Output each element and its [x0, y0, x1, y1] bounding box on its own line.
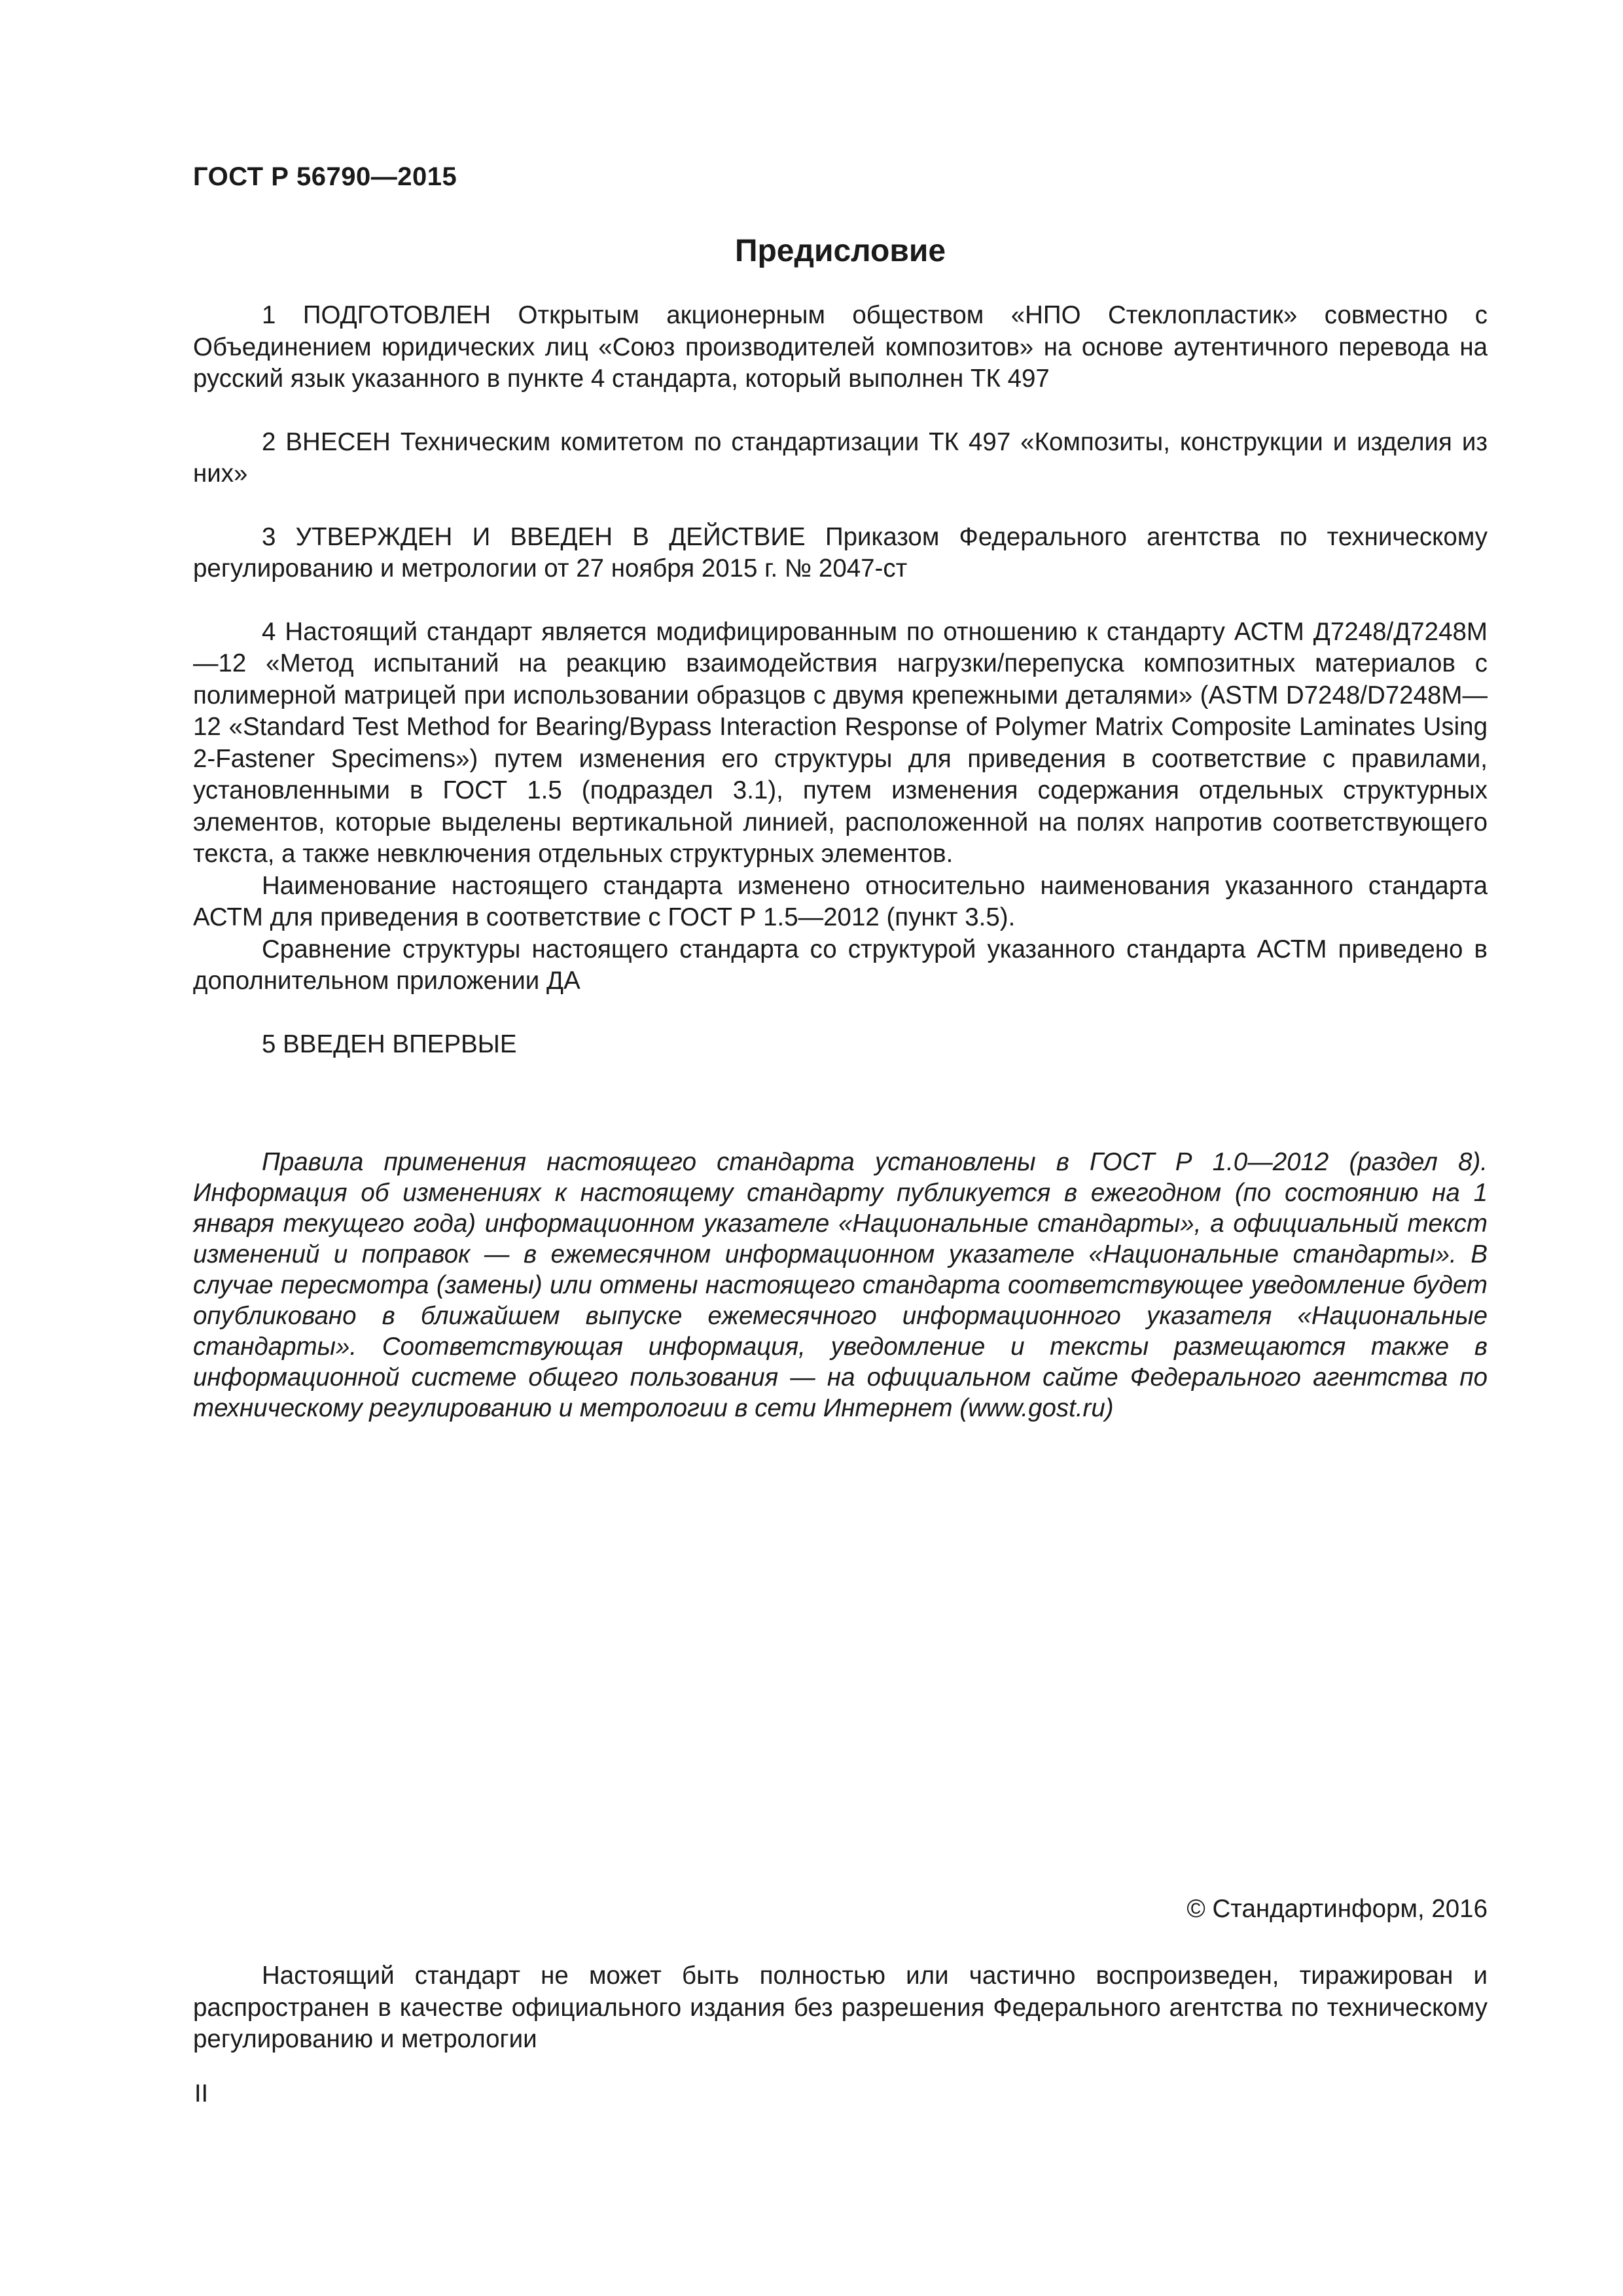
item-text: Настоящий стандарт является модифицированным по отношению к стандарту АСТМ Д7248/Д7248М—12 «Метод испытаний на реакцию взаимодействия нагрузки/перепуска композитных материалов с полимерной матрицей при использовании образцов с двумя крепежными деталями» (ASTM D7248/D7248M—12 «Standard Test Method for Bearing/Bypass Interaction Response of Polymer Matrix Composite Laminates Using 2-Fastener Specimens») путем изменения его структуры для приведения в соответствие с правилами, установленными в ГОСТ 1.5 (подраздел 3.1), путем изменения содержания отдельных структурных элементов, которые выделены вертикальной линией, расположенной на полях напротив соответствующего текста, а также невключения отдельных структурных элементов.: [193, 617, 1488, 868]
page-number: II: [194, 2080, 209, 2108]
page-title: Предисловие: [734, 234, 946, 268]
preface-item-paragraph: [193, 300, 1488, 395]
item-number: 2: [262, 427, 276, 456]
item-number: 4: [262, 617, 276, 646]
item-lead: ВНЕСЕН: [285, 427, 391, 456]
preface-body: [193, 300, 1488, 1060]
item-number: 3: [262, 522, 276, 551]
preface-item-5: [193, 1029, 1488, 1061]
item-lead: УТВЕРЖДЕН И ВВЕДЕН В ДЕЙСТВИЕ: [295, 522, 806, 551]
item-lead: ПОДГОТОВЛЕН: [302, 301, 491, 329]
preface-item-paragraph: [193, 1029, 1488, 1061]
item-number: 1: [262, 301, 276, 329]
item-number: 5: [262, 1030, 276, 1058]
item-text: Открытым акционерным обществом «НПО Стеклопластик» совместно с Объединением юридических лиц «Союз производителей композитов» на основе аутентичного перевода на русский язык указанного в пункте 4 стандарта, который выполнен ТК 497: [193, 301, 1488, 393]
item-text: Техническим комитетом по стандартизации ТК 497 «Композиты, конструкции и изделия из них»: [193, 427, 1488, 488]
preface-item-paragraph: [193, 522, 1488, 585]
reproduction-notice: Настоящий стандарт не может быть полностью или частично воспроизведен, тиражирован и распространен в качестве официального издания без разрешения Федерального агентства по техническому регулированию и метрологии: [193, 1962, 1488, 2053]
item-text: Приказом Федерального агентства по техническому регулированию и метрологии от 27 ноября 2015 г. № 2047-ст: [193, 522, 1488, 583]
preface-item-1: [193, 300, 1488, 395]
preface-item-2: [193, 427, 1488, 490]
preface-item-subparagraph: Сравнение структуры настоящего стандарта со структурой указанного стандарта АСТМ приведено в дополнительном приложении ДА: [193, 935, 1488, 995]
preface-item-4: [193, 617, 1488, 997]
preface-item-paragraph: [193, 617, 1488, 870]
preface-item-subparagraph: Наименование настоящего стандарта изменено относительно наименования указанного стандарта АСТМ для приведения в соответствие с ГОСТ Р 1.5—2012 (пункт 3.5).: [193, 871, 1488, 931]
item-lead: ВВЕДЕН ВПЕРВЫЕ: [283, 1030, 517, 1058]
rules-note: Правила применения настоящего стандарта установлены в ГОСТ Р 1.0—2012 (раздел 8). Информация об изменениях к настоящему стандарту публикуется в ежегодном (по состоянию на 1 января текущего года) информационном указателе «Национальные стандарты», а официальный текст изменений и поправок — в ежемесячном информационном указателе «Национальные стандарты». В случае пересмотра (замены) или отмены настоящего стандарта соответствующее уведомление будет опубликовано в ближайшем выпуске ежемесячного информационного указателя «Национальные стандарты». Соответствующая информация, уведомление и тексты размещаются также в информационной системе общего пользования — на официальном сайте Федерального агентства по техническому регулированию и метрологии в сети Интернет (www.gost.ru): [193, 1148, 1488, 1422]
document-code: ГОСТ Р 56790—2015: [193, 162, 457, 191]
preface-item-3: [193, 522, 1488, 585]
preface-item-paragraph: [193, 427, 1488, 490]
copyright: © Стандартинформ, 2016: [1186, 1895, 1488, 1923]
